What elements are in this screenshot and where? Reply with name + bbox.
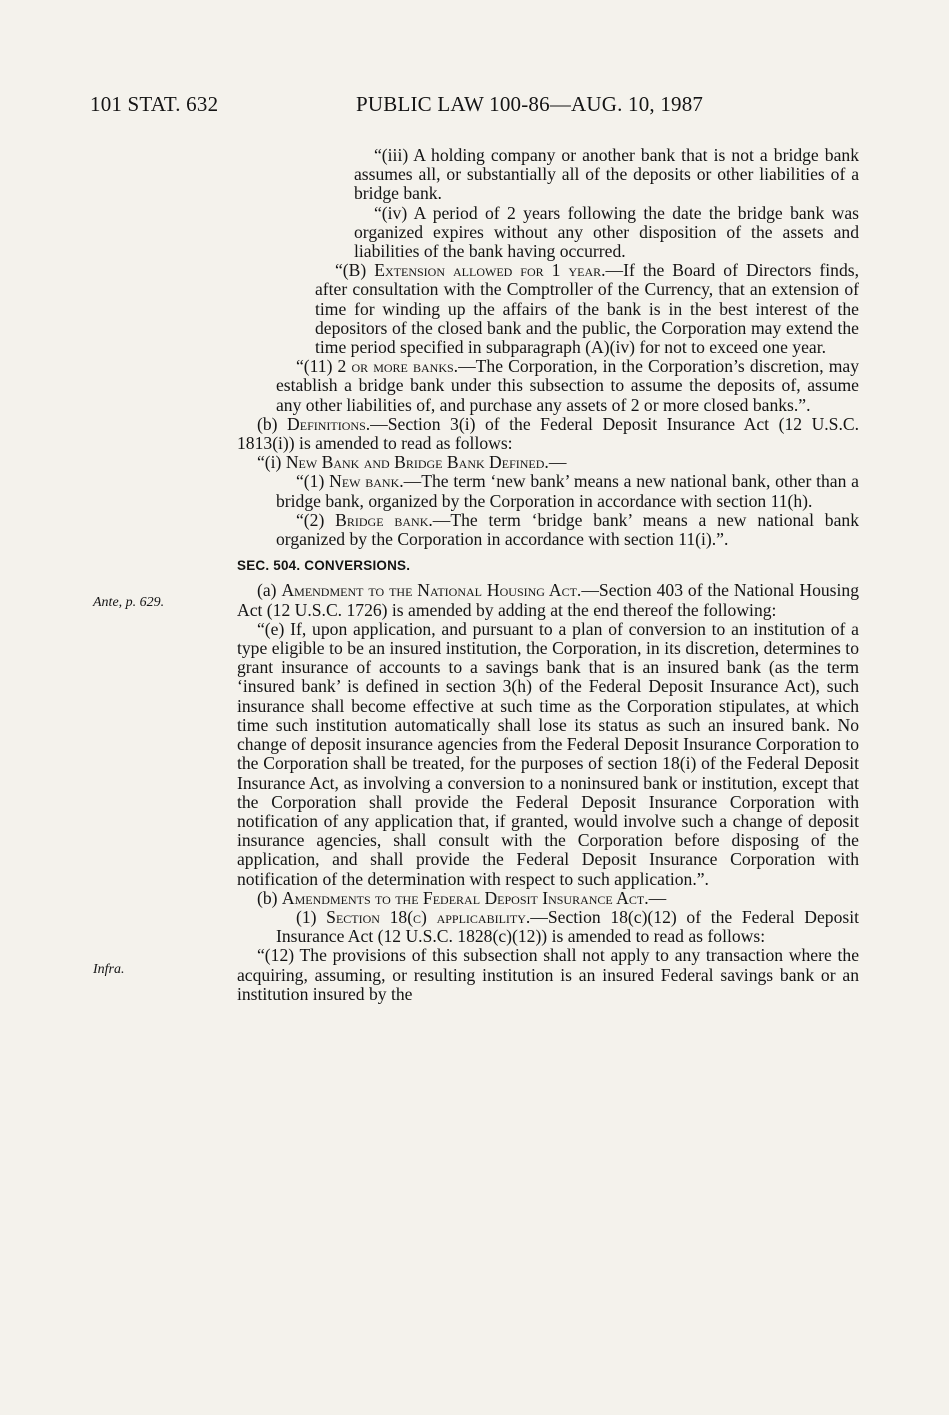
public-law-title: PUBLIC LAW 100-86—AUG. 10, 1987 (356, 92, 704, 116)
section-504-heading: SEC. 504. CONVERSIONS. (237, 558, 411, 574)
subparagraph-b-lead: “(B) (335, 260, 375, 281)
subsection-bb-lead: (b) (257, 887, 282, 908)
subparagraph-b-extension (315, 261, 859, 357)
subsection-i-tail: — (548, 452, 567, 473)
paragraph-11-text: —The Corporation, in the Corporation’s discretion, may establish a bridge bank under this subsection to assume the deposits of, assume any other liabilities of, and purchase any assets of 2 or more closed banks.”. (276, 356, 859, 415)
definition-2-heading: Bridge bank. (335, 509, 433, 530)
subsection-b-lead: (b) (257, 413, 288, 434)
clause-iii: “(iii) A holding company or another bank that is not a bridge bank assumes all, or substantially all of the deposits or other liabilities of a bridge bank. (354, 145, 859, 204)
paragraph-1-lead: (1) (296, 906, 327, 927)
clause-iv: “(iv) A period of 2 years following the date the bridge bank was organized expires without any other disposition of the assets and liabilities of the bank having occurred. (354, 202, 859, 262)
paragraph-1-heading: Section 18(c) applicability. (326, 906, 531, 927)
margin-note-ante: Ante, p. 629. (93, 595, 165, 610)
subsection-a-lead: (a) (257, 580, 282, 601)
margin-note-infra: Infra. (93, 962, 125, 977)
subsection-b-amendments (237, 889, 859, 908)
definition-2-lead: “(2) (296, 509, 336, 530)
definition-bridge-bank (276, 511, 859, 549)
paragraph-12-provisions: “(12) The provisions of this subsection shall not apply to any transaction where the acquiring, assuming, or resulting institution is an insured Federal savings bank or an institution insured by the (237, 945, 859, 1004)
subsection-bb-heading: Amendments to the Federal Deposit Insurance Act. (281, 887, 649, 908)
subsection-i-heading-line (237, 453, 859, 472)
paragraph-11-banks (276, 357, 859, 415)
paragraph-1-text: —Section 18(c)(12) of the Federal Deposit Insurance Act (12 U.S.C. 1828(c)(12)) is amended to read as follows: (276, 906, 859, 947)
subparagraph-b-heading: Extension allowed for 1 year. (374, 260, 606, 281)
subsection-b-heading: Definitions. (287, 413, 371, 434)
subparagraph-b-text: —If the Board of Directors finds, after consultation with the Comptroller of the Currency, that an extension of time for winding up the affairs of the bank is in the best interest of the depositors of the closed bank and the public, the Corporation may extend the time period specified in subparagraph (A)(iv) for not to exceed one year. (315, 260, 859, 358)
definition-2-text: —The term ‘bridge bank’ means a new national bank organized by the Corporation in accordance with section 11(i).”. (276, 509, 860, 550)
paragraph-11-heading: or more banks. (351, 356, 459, 377)
paragraph-1-section-18c (276, 908, 859, 946)
subsection-b-text: —Section 3(i) of the Federal Deposit Insurance Act (12 U.S.C. 1813(i)) is amended to read as follows: (237, 413, 859, 454)
subsection-a-heading: Amendment to the National Housing Act. (281, 580, 582, 601)
inserted-subsection-e: “(e) If, upon application, and pursuant to a plan of conversion to an institution of a type eligible to be an insured institution, the Corporation, in its discretion, determines to grant insurance of accounts to a savings bank that is an insured bank (as the term ‘insured bank’ is defined in section 3(h) of the Federal Deposit Insurance Act), such insurance shall become effective at such time as the Corporation stipulates, at which time such institution automatically shall lose its status as such an insured bank. No change of deposit insurance agencies from the Federal Deposit Insurance Corporation to the Corporation shall be treated, for the purposes of section 18(i) of the Federal Deposit Insurance Act, as involving a conversion to a noninsured bank or institution, except that the Corporation shall provide the Federal Deposit Insurance Corporation with notification of any application that, if granted, would involve such a change of deposit insurance agencies, shall consult with the Corporation before disposing of the application, and shall provide the Federal Deposit Insurance Corporation with notification of the determination with respect to such application.”. (237, 618, 859, 889)
definition-new-bank (276, 472, 859, 510)
subsection-bb-tail: — (648, 887, 667, 908)
subsection-i-heading: New Bank and Bridge Bank Defined. (285, 452, 549, 473)
subsection-b-definitions (237, 415, 859, 453)
subsection-i-lead: “(i) (257, 452, 286, 473)
definition-1-lead: “(1) (296, 471, 330, 492)
definition-1-text: —The term ‘new bank’ means a new national bank, other than a bridge bank, organized by the Corporation in accordance with section 11(h). (276, 471, 859, 511)
definition-1-heading: New bank. (329, 471, 404, 492)
paragraph-11-lead: “(11) 2 (296, 356, 352, 377)
subsection-a-text: —Section 403 of the National Housing Act (12 U.S.C. 1726) is amended by adding at the end thereof the following: (237, 580, 859, 620)
statute-body (237, 146, 859, 1004)
subsection-a-amendment (237, 581, 859, 619)
stat-page-reference: 101 STAT. 632 (90, 92, 219, 116)
